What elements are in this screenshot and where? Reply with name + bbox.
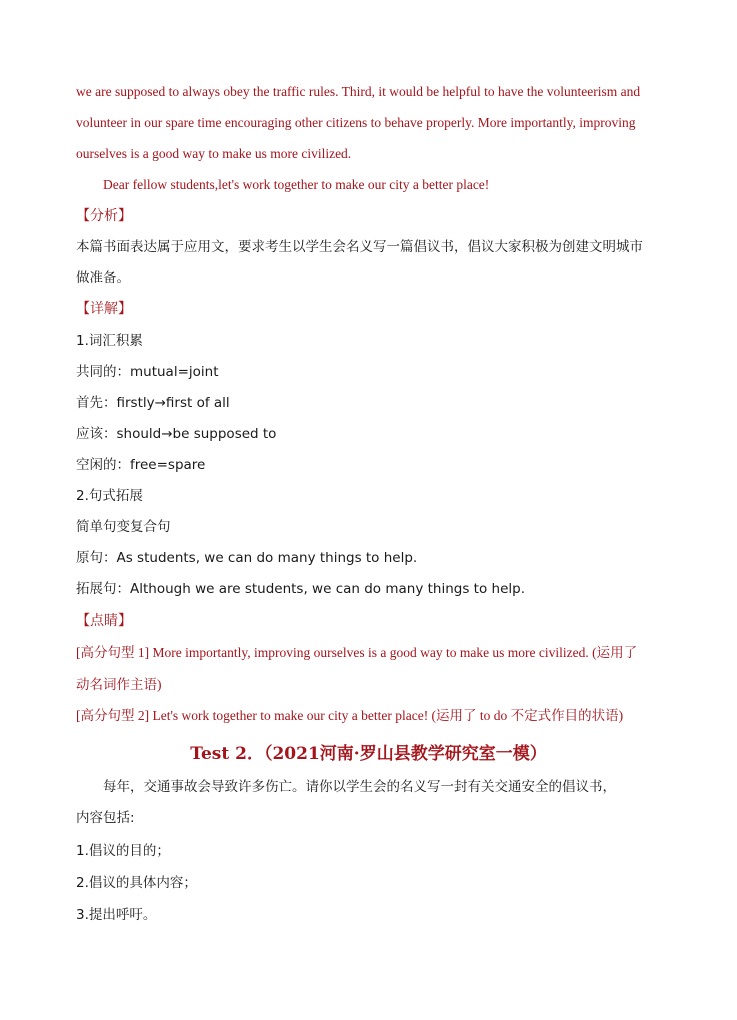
test-point: 1.倡议的目的； [76,843,170,859]
analysis-text-1: 本篇书面表达属于应用文，要求考生以学生会名义写一篇倡议书，倡议大家积极为创建文明城市 [76,239,643,255]
highlight-item-1b: 动名词作主语) [76,677,162,692]
essay-line-1: we are supposed to always obey the traffic rules. Third, it would be helpful to have the volunteerism and [76,84,641,99]
vocab-title: 1.词汇积累 [76,333,143,349]
test-prompt-2: 内容包括: [76,810,135,826]
analysis-heading: 【分析】 [76,208,132,224]
test-point: 2.倡议的具体内容； [76,875,197,891]
details-heading: 【详解】 [76,301,132,317]
analysis-text-2: 做准备。 [76,270,130,286]
vocab-item: 首先：firstly→first of all [76,395,230,411]
highlights-heading: 【点睛】 [76,613,132,629]
sentence-title: 2.句式拓展 [76,488,143,504]
essay-line-4: Dear fellow students,let's work together to make our city a better place! [103,177,490,192]
original-sentence: 原句：As students, we can do many things to help. [76,550,418,566]
vocab-item: 空闲的：free=spare [76,457,206,473]
highlight-item-1a: [高分句型 1] More importantly, improving ourselves is a good way to make us more civilized. (运用了 [76,645,638,660]
vocab-item: 共同的：mutual=joint [76,364,219,380]
expanded-sentence: 拓展句：Although we are students, we can do many things to help. [76,581,525,597]
test-prompt-1: 每年，交通事故会导致许多伤亡。请你以学生会的名义写一封有关交通安全的倡议书， [103,779,616,795]
sentence-subtitle: 简单句变复合句 [76,519,171,535]
test-point: 3.提出呼吁。 [76,907,157,923]
essay-line-2: volunteer in our spare time encouraging other citizens to behave properly. More importantly, improving [76,115,636,130]
vocab-item: 应该：should→be supposed to [76,426,277,442]
test-title: Test 2．（2021河南·罗山县教学研究室一模） [190,744,547,764]
essay-line-3: ourselves is a good way to make us more civilized. [76,146,352,161]
highlight-item-2: [高分句型 2] Let's work together to make our city a better place! (运用了 to do 不定式作目的状语) [76,708,624,723]
